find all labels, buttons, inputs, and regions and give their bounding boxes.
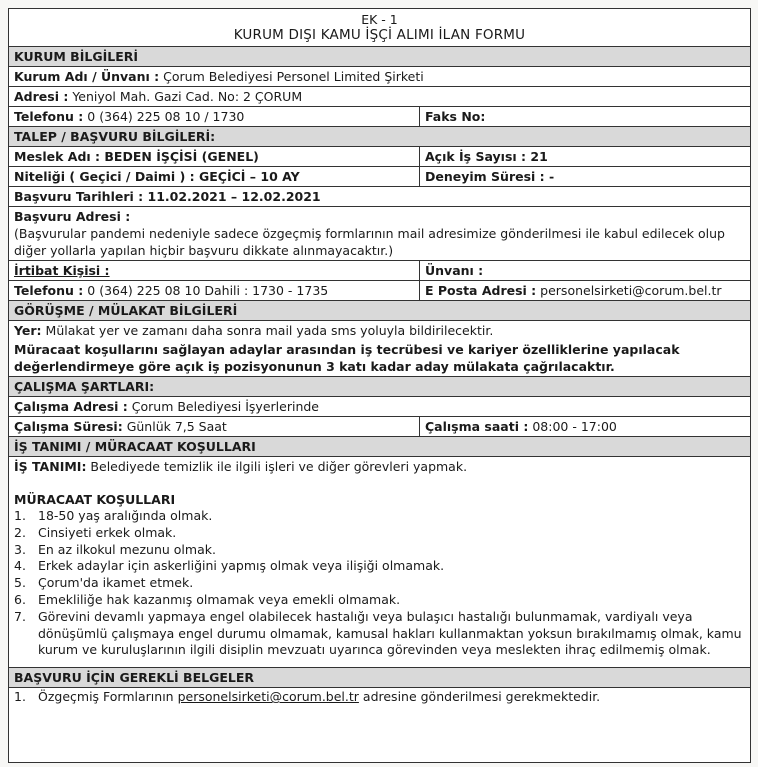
condition-text: Görevini devamlı yapmaya engel olabilecek hastalığı veya bulaşıcı hastalığı bulunmamak, vardiyalı veya dönüşümlü çalışmaya engel durumu olmamak, kamusal hakları kullanmaktan yoksun bırakılmamış olmak, kamu kurum ve kuruluşlarının ilgili disiplin mevzuatı uyarınca görevinden veya meslekten ihraç edilmemiş olmak. (38, 608, 742, 658)
contact-phone-value: 0 (364) 225 08 10 Dahili : 1730 - 1735 (87, 283, 329, 298)
conditions-title: MÜRACAAT KOŞULLARI (14, 492, 176, 507)
talep-nature-row (9, 167, 750, 187)
form-title: KURUM DIŞI KAMU İŞÇİ ALIMI İLAN FORMU (233, 27, 526, 43)
talep-dates-row (9, 187, 750, 207)
section-gorusme (9, 301, 750, 321)
contact-phone-row (9, 281, 750, 301)
section-calisma (9, 377, 750, 397)
kurum-address-label: Adresi : (14, 89, 69, 104)
kurum-name-value: Çorum Belediyesi Personel Limited Şirketi (163, 69, 424, 84)
work-address-value: Çorum Belediyesi İşyerlerinde (131, 399, 319, 414)
nature-label: Niteliği ( Geçici / Daimi ) : (14, 169, 195, 184)
section-is-tanimi-title: İŞ TANIMI / MÜRACAAT KOŞULLARI (14, 439, 256, 454)
nature-value: GEÇİCİ – 10 AY (199, 169, 300, 184)
condition-item (14, 525, 745, 542)
work-address-row (9, 397, 750, 417)
contact-title-label: Ünvanı : (425, 263, 484, 278)
job-definition-label: İŞ TANIMI: (14, 459, 87, 474)
section-is-tanimi (9, 437, 750, 457)
work-address-label: Çalışma Adresi : (14, 399, 128, 414)
work-time-row (9, 417, 750, 437)
application-address-label: Başvuru Adresi : (14, 209, 131, 224)
condition-number: 6. (14, 591, 26, 607)
application-address-block (9, 207, 750, 261)
condition-number: 5. (14, 575, 26, 591)
condition-number: 3. (14, 541, 26, 557)
job-value: BEDEN İŞÇİSİ (GENEL) (104, 149, 259, 164)
contact-row (9, 261, 750, 281)
documents-item-text-before: Özgeçmiş Formlarının (38, 689, 174, 705)
contact-label: İrtibat Kişisi : (14, 263, 110, 278)
kurum-address-row (9, 87, 750, 107)
condition-number: 1. (14, 508, 26, 523)
form-header (9, 9, 750, 47)
section-gorusme-title: GÖRÜŞME / MÜLAKAT BİLGİLERİ (14, 303, 238, 318)
documents-item (14, 689, 745, 706)
work-duration-value: Günlük 7,5 Saat (126, 419, 227, 434)
work-hours-label: Çalışma saati : (425, 419, 529, 434)
application-address-value: (Başvurular pandemi nedeniyle sadece özgeçmiş formlarının mail adresimize gönderilmesi ile kabul edilecek olup diğer yollarla yapılan hiçbir başvuru dikkate alınmayacaktır.) (14, 226, 725, 258)
condition-number: 7. (14, 608, 26, 624)
kurum-name-row (9, 67, 750, 87)
open-positions-label: Açık İş Sayısı : (425, 149, 527, 164)
annex-label: EK - 1 (361, 12, 398, 27)
application-form (8, 8, 751, 763)
condition-item (14, 592, 745, 609)
work-hours-value: 08:00 - 17:00 (532, 419, 617, 434)
kurum-address-value: Yeniyol Mah. Gazi Cad. No: 2 ÇORUM (72, 89, 303, 104)
conditions-list (14, 508, 745, 659)
section-belgeler (9, 668, 750, 688)
documents-block (9, 688, 750, 707)
job-definition-block (9, 457, 750, 668)
condition-item (14, 575, 745, 592)
condition-number: 2. (14, 524, 26, 540)
condition-text: Çorum'da ikamet etmek. (38, 575, 194, 591)
talep-job-row (9, 147, 750, 167)
open-positions-value: 21 (530, 149, 548, 164)
job-definition-value: Belediyede temizlik ile ilgili işleri ve diğer görevleri yapmak. (90, 459, 468, 474)
kurum-phone-row (9, 107, 750, 127)
condition-item (14, 609, 745, 659)
condition-number: 4. (14, 558, 26, 574)
section-kurum-title: KURUM BİLGİLERİ (14, 49, 139, 64)
experience-label: Deneyim Süresi : (425, 169, 545, 184)
condition-item (14, 558, 745, 575)
documents-item-text-after: adresine gönderilmesi gerekmektedir. (362, 689, 601, 705)
interview-place-value: Mülakat yer ve zamanı daha sonra mail yada sms yoluyla bildirilecektir. (45, 323, 494, 338)
dates-label: Başvuru Tarihleri : (14, 189, 144, 204)
contact-phone-label: Telefonu : (14, 283, 84, 298)
condition-text: Cinsiyeti erkek olmak. (38, 524, 177, 540)
email-label: E Posta Adresi : (425, 283, 537, 298)
kurum-phone-value: 0 (364) 225 08 10 / 1730 (87, 109, 245, 124)
kurum-fax-label: Faks No: (425, 109, 486, 124)
interview-block (9, 321, 750, 377)
kurum-name-label: Kurum Adı / Ünvanı : (14, 69, 160, 84)
section-kurum (9, 47, 750, 67)
section-calisma-title: ÇALIŞMA ŞARTLARI: (14, 379, 155, 394)
condition-text: Emekliliğe hak kazanmış olmamak veya emekli olmamak. (38, 591, 401, 607)
interview-note: Müracaat koşullarını sağlayan adaylar arasından iş tecrübesi ve kariyer özelliklerine yapılacak değerlendirmeye göre açık iş pozisyonunun 3 katı kadar aday mülakata çağrılacaktır. (14, 342, 680, 374)
experience-value: - (549, 169, 555, 184)
dates-value: 11.02.2021 – 12.02.2021 (147, 189, 321, 204)
condition-text: Erkek adaylar için askerliğini yapmış olmak veya ilişiği olmamak. (38, 558, 445, 574)
section-belgeler-title: BAŞVURU İÇİN GEREKLİ BELGELER (14, 670, 255, 686)
condition-item (14, 542, 745, 559)
interview-place-label: Yer: (14, 323, 42, 338)
condition-text: En az ilkokul mezunu olmak. (38, 541, 216, 557)
job-label: Meslek Adı : (14, 149, 101, 164)
condition-text: 18-50 yaş aralığında olmak. (38, 508, 213, 523)
email-value[interactable]: personelsirketi@corum.bel.tr (540, 283, 722, 298)
section-talep (9, 127, 750, 147)
kurum-phone-label: Telefonu : (14, 109, 84, 124)
section-talep-title: TALEP / BAŞVURU BİLGİLERİ: (14, 129, 216, 144)
documents-email-link[interactable]: personelsirketi@corum.bel.tr (177, 689, 359, 705)
work-duration-label: Çalışma Süresi: (14, 419, 123, 434)
documents-item-number: 1. (14, 689, 26, 705)
condition-item (14, 508, 745, 525)
